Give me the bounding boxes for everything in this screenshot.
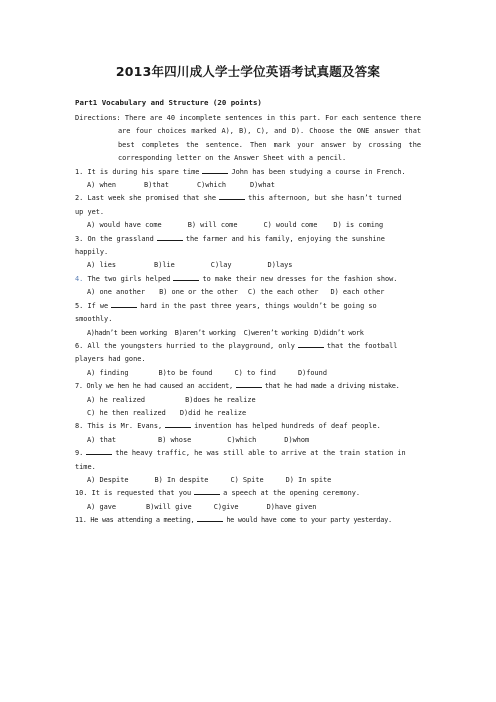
question-2-cont: up yet. — [75, 207, 105, 216]
options-6: A) finding B)to be found C) to find D)found — [87, 368, 327, 377]
question-5: 5. If we hard in the past three years, things wouldn’t be going so — [75, 301, 377, 310]
question-8: 8. This is Mr. Evans, invention has helped hundreds of deaf people. — [75, 422, 381, 431]
options-7a: A) he realized B)does he realize — [87, 395, 256, 404]
question-3: 3. On the grassland the farmer and his family, enjoying the sunshine — [75, 234, 385, 243]
options-5: A)hadn’t been working B)aren’t working C)weren’t working D)didn’t work — [87, 328, 364, 337]
question-9-cont: time. — [75, 462, 96, 471]
answer-blank — [157, 233, 183, 241]
question-6-cont: players had gone. — [75, 355, 146, 364]
answer-blank — [111, 300, 137, 308]
options-8: A) that B) whose C)which D)whom — [87, 435, 310, 444]
question-4: 4. The two girls helped to make their new dresses for the fashion show. — [75, 274, 398, 283]
options-3: A) lies B)lie C)lay D)lays — [87, 261, 293, 270]
answer-blank — [194, 487, 220, 495]
question-11: 11. He was attending a meeting, he would have come to your party yesterday. — [75, 516, 392, 525]
part-heading: Part1 Vocabulary and Structure (20 points) — [75, 98, 262, 107]
page-title: 2013年四川成人学士学位英语考试真题及答案 — [115, 64, 381, 79]
directions-line: best completes the sentence. Then mark your answer by crossing the — [118, 140, 421, 149]
answer-blank — [298, 340, 324, 348]
answer-blank — [173, 273, 199, 281]
options-10: A) gave B)will give C)give D)have given — [87, 502, 317, 511]
answer-blank — [165, 420, 191, 428]
directions-line: Directions: There are 40 incomplete sentences in this part. For each sentence there — [75, 114, 421, 122]
answer-blank — [197, 514, 223, 522]
question-6: 6. All the youngsters hurried to the playground, only that the football — [75, 341, 398, 350]
answer-blank — [202, 166, 228, 174]
question-9: 9. the heavy traffic, he was still able to arrive at the train station in — [75, 449, 406, 458]
options-7b: C) he then realized D)did he realize — [87, 408, 247, 417]
question-5-cont: smoothly. — [75, 315, 113, 324]
options-4: A) one another B) one or the other C) the each other D) each other — [87, 288, 385, 297]
directions-line: corresponding letter on the Answer Sheet with a pencil. — [118, 154, 347, 163]
answer-blank — [236, 380, 262, 388]
question-10: 10. It is requested that you a speech at the opening ceremony. — [75, 489, 361, 498]
document-body — [75, 112, 421, 528]
options-1: A) when B)that C)which D)what — [87, 181, 275, 190]
question-2: 2. Last week she promised that she this afternoon, but she hasn’t turned — [75, 194, 402, 203]
options-2: A) would have come B) will come C) would come D) is coming — [87, 221, 384, 230]
question-3-cont: happily. — [75, 248, 109, 257]
options-9: A) Despite B) In despite C) Spite D) In spite — [87, 475, 332, 484]
question-7: 7. Only we hen he had caused an accident, that he had made a driving mistake. — [75, 382, 400, 391]
question-1: 1. It is during his spare time John has been studying a course in French. — [75, 167, 406, 176]
answer-blank — [86, 447, 112, 455]
directions-line: are four choices marked A), B), C), and D). Choose the ONE answer that — [118, 127, 421, 136]
answer-blank — [219, 192, 245, 200]
